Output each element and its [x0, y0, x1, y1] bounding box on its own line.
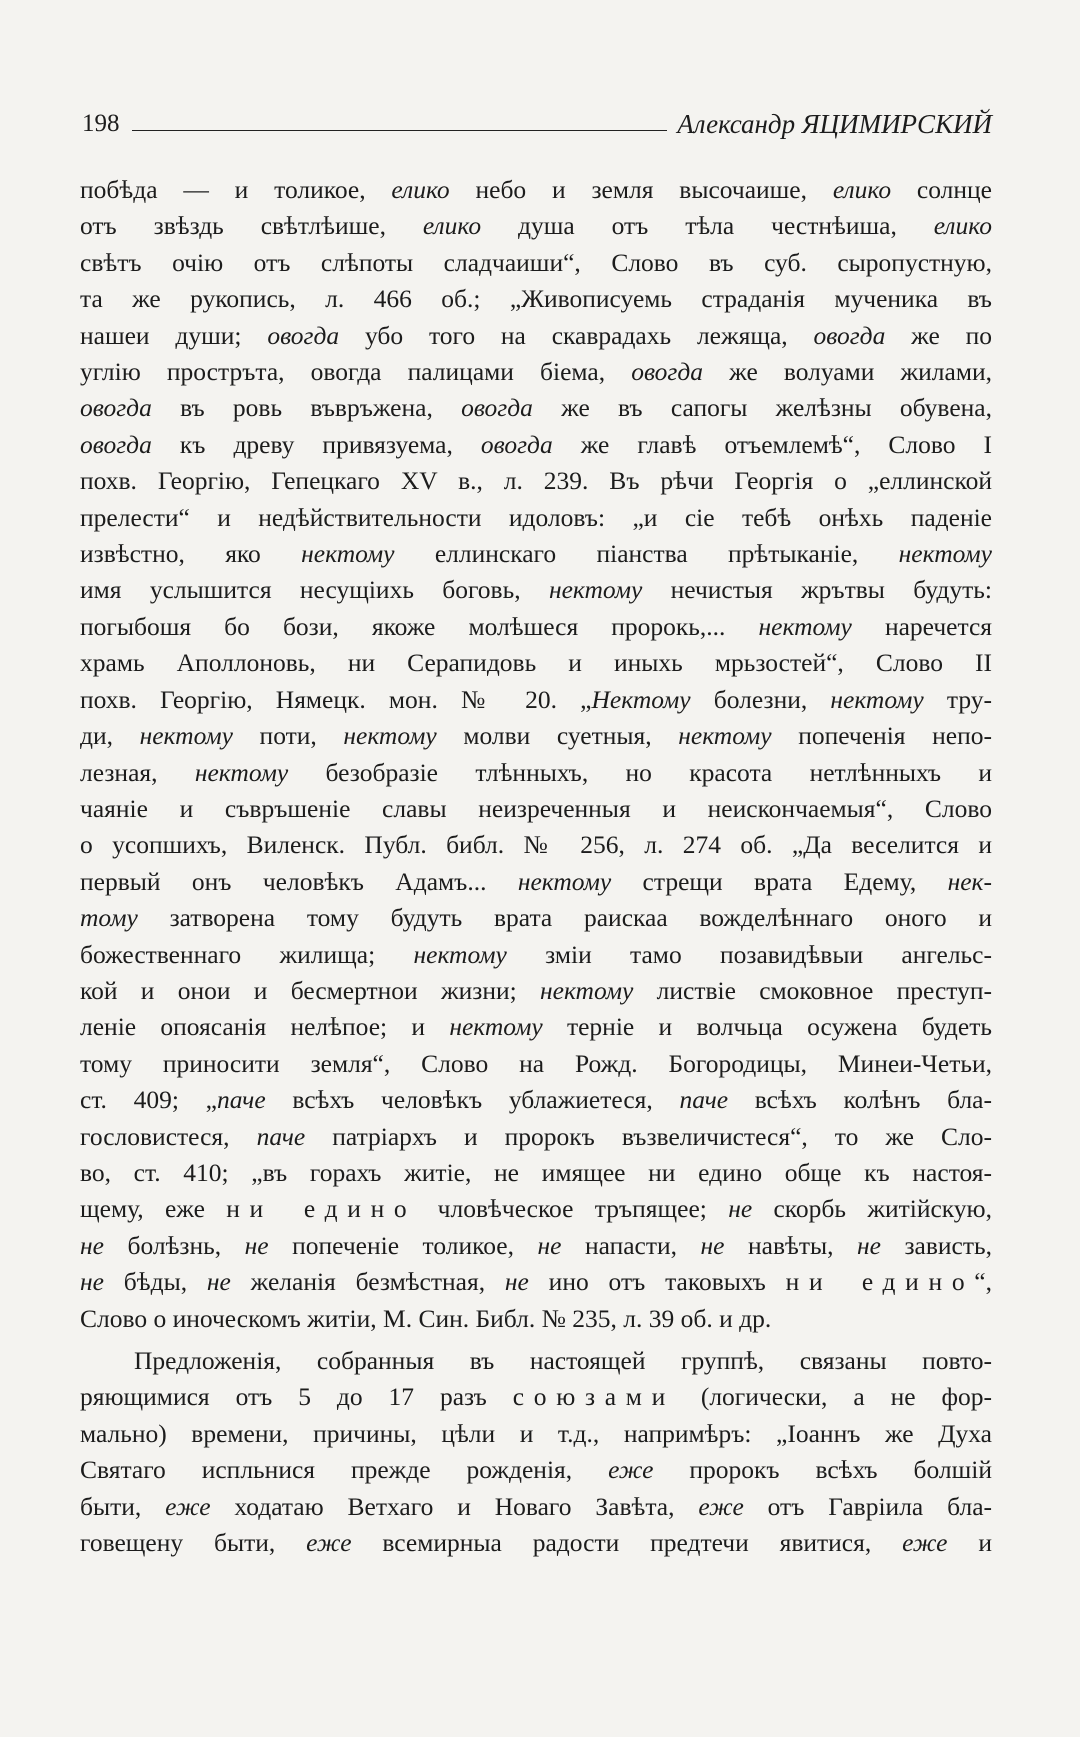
italic-term: нектому [758, 611, 852, 641]
italic-term: нектому [540, 975, 634, 1005]
text-run: молви суетныя, [436, 721, 679, 751]
text-run: говещену быти, [80, 1528, 307, 1558]
text-run: къ древу привязуема, [151, 429, 481, 459]
italic-term: нектому [830, 684, 924, 714]
text-run: и [947, 1528, 992, 1558]
paragraph-2 [80, 1343, 992, 1561]
text-line [80, 427, 992, 463]
text-run: о усопшихъ, Виленск. Публ. библ. № 256, л. 274 об. „Да веселится и [80, 830, 992, 860]
italic-term: елико [391, 175, 450, 204]
text-line [80, 1525, 992, 1561]
text-run: похв. Георгію, Гепецкаго XV в., л. 239. Въ рѣчи Георгія о „еллинской [80, 466, 992, 496]
italic-term: овогда [813, 320, 886, 350]
italic-term: нектому [301, 539, 395, 569]
text-run: зависть, [880, 1230, 993, 1260]
text-run: леніе опоясанія нелѣпое; и [80, 1012, 450, 1042]
italic-term: еже [306, 1528, 352, 1558]
text-line [80, 645, 992, 681]
text-line [80, 281, 992, 317]
text-run: быти, [80, 1491, 166, 1521]
italic-term: елико [422, 211, 482, 241]
italic-term: нек- [947, 866, 992, 896]
text-run: въ ровь въвръжена, [151, 393, 462, 423]
text-run: болѣзнь, [103, 1230, 245, 1260]
text-run: та же рукопись, л. 466 об.; „Живописуемь страданія мученика въ [80, 284, 992, 314]
text-line [80, 973, 992, 1009]
text-run: похв. Георгію, Нямецк. мон. № 20. „ [80, 684, 592, 714]
paragraph-1 [80, 172, 992, 1337]
text-line [80, 500, 992, 536]
text-run: стрещи врата Едему, [611, 866, 948, 896]
text-line [80, 172, 992, 208]
text-run: навѣты, [724, 1230, 857, 1260]
spaced-term: союзами [512, 1382, 675, 1412]
text-run: чловѣческое тръпящее; [416, 1194, 729, 1224]
italic-term: не [728, 1194, 753, 1224]
text-line [80, 1119, 992, 1155]
italic-term: не [537, 1230, 562, 1260]
text-run: листвіе смоковное преступ- [633, 975, 992, 1005]
text-run: небо и земля высочаише, [449, 175, 833, 204]
text-run: бѣды, [103, 1267, 207, 1297]
text-run: Святаго испльнися прежде рожденія, [80, 1455, 609, 1485]
italic-term: нектому [139, 721, 233, 751]
text-run: тру- [923, 684, 992, 714]
text-line [80, 1452, 992, 1488]
italic-term: еже [698, 1491, 744, 1521]
text-run: напасти, [561, 1230, 701, 1260]
text-run: ино отъ таковыхъ [528, 1267, 786, 1297]
text-line [80, 536, 992, 572]
text-run: еллинскаго піанства прѣтыканіе, [394, 539, 899, 569]
italic-term: паче [256, 1121, 306, 1151]
text-run: пророкъ всѣхъ болшій [653, 1455, 992, 1485]
page-header [82, 102, 992, 138]
text-line [80, 718, 992, 754]
text-line [80, 1228, 992, 1264]
text-run: свѣтъ очію отъ слѣпоты сладчаиши“, Слово въ суб. сыропустную, [80, 247, 992, 277]
text-run: скорбь житійскую, [752, 1194, 992, 1224]
text-line [80, 900, 992, 936]
text-line [80, 245, 992, 281]
text-run: гословистеся, [80, 1121, 257, 1151]
text-line [80, 1191, 992, 1227]
text-line [80, 463, 992, 499]
text-run: терніе и волчьца осужена будеть [542, 1012, 993, 1042]
text-run: всѣхъ колѣнъ бла- [728, 1085, 992, 1115]
text-run: же въ сапогы желѣзны обувена, [532, 393, 992, 423]
italic-term: овогда [80, 429, 152, 459]
italic-term: нектому [194, 757, 289, 787]
text-run: углію простръта, овогда палицами біема, [80, 357, 632, 387]
text-run: наречется [851, 611, 992, 641]
spaced-term: ни едино [785, 1267, 975, 1297]
text-line [80, 791, 992, 827]
text-run: кой и онои и бесмертнои жизни; [80, 975, 540, 1005]
text-run: желанія безмѣстная, [230, 1267, 505, 1297]
italic-term: не [80, 1230, 104, 1260]
page-number: 198 [82, 110, 120, 137]
italic-term: нектому [343, 721, 437, 751]
text-run: Предложенія, собранныя въ настоящей группѣ, связаны повто- [134, 1346, 992, 1375]
italic-term: нектому [413, 939, 507, 969]
text-line [80, 1489, 992, 1525]
italic-term: паче [216, 1085, 266, 1115]
italic-term: нектому [678, 721, 772, 751]
italic-term: паче [679, 1085, 729, 1115]
text-line [80, 1009, 992, 1045]
text-line [80, 1046, 992, 1082]
text-line [80, 1082, 992, 1118]
text-line [80, 390, 992, 426]
text-line [80, 572, 992, 608]
italic-term: не [80, 1267, 104, 1297]
text-run: ди, [80, 721, 140, 751]
text-run: душа отъ тѣла честнѣиша, [481, 211, 934, 241]
text-run: нашеи души; [80, 320, 268, 350]
italic-term: еже [902, 1528, 948, 1558]
italic-term: Нектому [591, 684, 691, 714]
text-line [80, 682, 992, 718]
text-run: побѣда — и толикое, [80, 175, 392, 204]
italic-term: овогда [631, 357, 704, 387]
italic-term: елико [933, 211, 992, 241]
text-run: “, [974, 1267, 992, 1297]
text-run: зміи тамо позавидѣвыи ангельс- [506, 939, 992, 969]
text-line [80, 937, 992, 973]
text-line [80, 827, 992, 863]
text-run: же волуами жилами, [703, 357, 992, 387]
text-run: нечистыя жрътвы будуть: [642, 575, 992, 605]
text-run: храмь Аполлоновь, ни Серапидовь и иныхь мрьзостей“, Слово II [80, 648, 992, 678]
header-rule [132, 130, 668, 131]
text-line [80, 755, 992, 791]
text-line [80, 609, 992, 645]
text-run: попеченія непо- [771, 721, 992, 751]
text-run: солнце [891, 175, 992, 204]
italic-term: не [244, 1230, 269, 1260]
italic-term: тому [80, 903, 138, 933]
text-run: затворена тому будуть врата раискаа вожделѣннаго оного и [137, 903, 992, 933]
body-text [80, 172, 992, 1561]
italic-term: овогда [461, 393, 533, 423]
text-run: мально) времени, причины, цѣли и т.д., напримѣръ: „Іоаннъ же Духа [80, 1418, 992, 1448]
text-run: болезни, [690, 684, 831, 714]
spaced-term: ни едино [226, 1194, 417, 1224]
text-run: попеченіе толикое, [268, 1230, 538, 1260]
text-run: (логически, а не фор- [674, 1382, 992, 1412]
text-run: лезная, [80, 757, 195, 787]
text-line [80, 1155, 992, 1191]
italic-term: нектому [898, 539, 993, 569]
text-run: извѣстно, яко [80, 539, 302, 569]
text-run: всемирныа радости предтечи явитися, [351, 1528, 903, 1558]
text-run: отъ Гавріила бла- [743, 1491, 993, 1521]
text-run: щему, еже [80, 1194, 227, 1224]
italic-term: елико [832, 175, 892, 204]
italic-term: овогда [267, 320, 340, 350]
text-line [80, 1301, 992, 1337]
italic-term: нектому [548, 575, 643, 605]
italic-term: нектому [517, 866, 612, 896]
text-run: прелести“ и недѣйствительности идоловъ: „и сіе тебѣ онѣхь паденіе [80, 502, 992, 532]
text-run: всѣхъ человѣкъ ублажиетеся, [265, 1085, 680, 1115]
italic-term: нектому [449, 1012, 543, 1042]
text-run: первый онъ человѣкъ Адамъ... [80, 866, 518, 896]
italic-term: не [857, 1230, 881, 1260]
text-line [80, 208, 992, 244]
running-head: Александр ЯЦИМИРСКИЙ [677, 109, 992, 139]
text-run: Слово о иноческомъ житіи, М. Син. Библ. № 235, л. 39 об. и др. [80, 1303, 772, 1333]
text-run: же главѣ отъемлемѣ“, Слово I [552, 429, 993, 459]
text-line [80, 354, 992, 390]
text-run: ходатаю Ветхаго и Новаго Завѣта, [210, 1491, 699, 1521]
text-line [80, 318, 992, 354]
italic-term: не [700, 1230, 725, 1260]
text-run: же по [885, 320, 992, 350]
text-run: чаяніе и съвръшеніе славы неизреченныя и неискончаемыя“, Слово [80, 793, 992, 823]
text-run: поти, [232, 721, 344, 751]
text-line [80, 1416, 992, 1452]
text-line [80, 1379, 992, 1415]
text-line [80, 864, 992, 900]
italic-term: не [504, 1267, 529, 1297]
text-run: убо того на скаврадахь лежяща, [339, 320, 814, 350]
italic-term: овогда [80, 393, 152, 423]
text-run: ряющимися отъ 5 до 17 разъ [80, 1382, 513, 1412]
text-run: погыбошя бо бози, якоже молѣшеся пророкь,... [80, 611, 759, 641]
italic-term: овогда [480, 429, 553, 459]
italic-term: не [206, 1267, 231, 1297]
italic-term: еже [608, 1455, 654, 1485]
text-run: ст. 409; „ [80, 1085, 217, 1115]
text-line [80, 1343, 992, 1379]
text-run: божественнаго жилища; [80, 939, 414, 969]
text-run: имя услышится несущіихь боговь, [80, 575, 549, 605]
italic-term: еже [165, 1491, 211, 1521]
text-line [80, 1264, 992, 1300]
text-run: отъ звѣздь свѣтлѣише, [80, 211, 423, 241]
text-run: во, ст. 410; „въ горахъ житіе, не имящее ни едино обще къ настоя- [80, 1157, 992, 1187]
text-run: тому приносити земля“, Слово на Рожд. Богородицы, Минеи-Четьи, [80, 1048, 992, 1078]
text-run: патріархъ и пророкъ възвеличистеся“, то же Сло- [305, 1121, 993, 1151]
text-run: безобразіе тлѣнныхъ, но красота нетлѣнныхъ и [288, 757, 992, 787]
